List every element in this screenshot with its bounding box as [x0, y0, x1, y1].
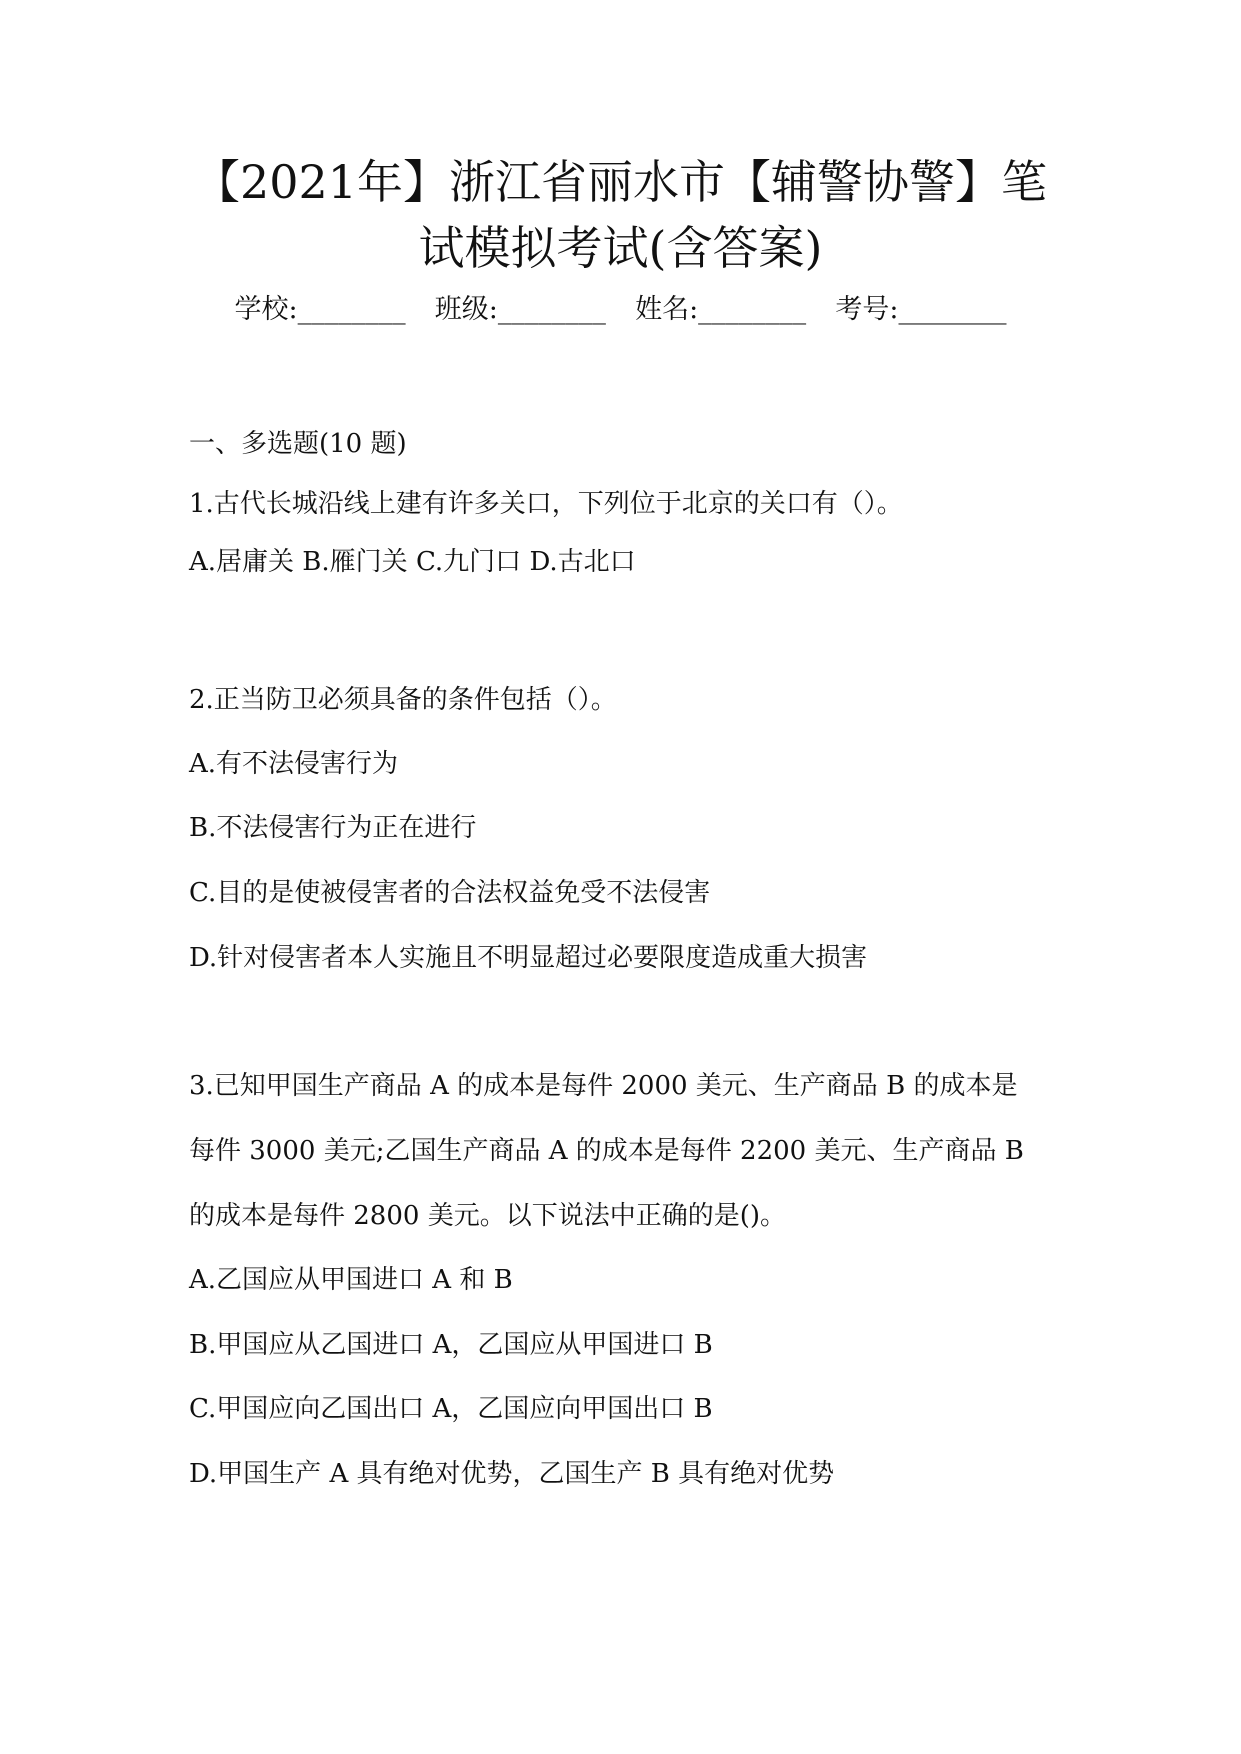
- name-field: 姓名:________: [635, 294, 807, 325]
- question-3-option-c: C.甲国应向乙国出口 A，乙国应向甲国出口 B: [189, 1394, 713, 1424]
- question-3-stem-line-2: 每件 3000 美元;乙国生产商品 A 的成本是每件 2200 美元、生产商品 B: [189, 1136, 1024, 1166]
- student-info-row: [0, 290, 1241, 330]
- question-3-option-a: A.乙国应从甲国进口 A 和 B: [189, 1265, 513, 1295]
- question-3-option-b: B.甲国应从乙国进口 A，乙国应从甲国进口 B: [189, 1330, 713, 1360]
- page-title-line-1: 【2021年】浙江省丽水市【辅警协警】笔: [193, 155, 1048, 209]
- question-2-option-b: B.不法侵害行为正在进行: [189, 813, 477, 843]
- school-field: 学校:________: [234, 294, 406, 325]
- question-1-stem: 1.古代长城沿线上建有许多关口，下列位于北京的关口有（）。: [189, 489, 903, 519]
- page-title-line-2: 试模拟考试(含答案): [418, 221, 823, 275]
- question-3-stem-line-3: 的成本是每件 2800 美元。以下说法中正确的是()。: [189, 1201, 786, 1231]
- question-3-option-d: D.甲国生产 A 具有绝对优势，乙国生产 B 具有绝对优势: [189, 1459, 835, 1489]
- question-2-stem: 2.正当防卫必须具备的条件包括（）。: [189, 685, 617, 715]
- section-heading: 一、多选题(10 题): [189, 429, 407, 459]
- question-2-option-a: A.有不法侵害行为: [189, 749, 399, 779]
- question-2-option-d: D.针对侵害者本人实施且不明显超过必要限度造成重大损害: [189, 943, 868, 973]
- question-3-stem-line-1: 3.已知甲国生产商品 A 的成本是每件 2000 美元、生产商品 B 的成本是: [189, 1071, 1018, 1101]
- question-1-options: A.居庸关 B.雁门关 C.九门口 D.古北口: [189, 547, 636, 577]
- exam-number-field: 考号:________: [835, 294, 1007, 325]
- question-2-option-c: C.目的是使被侵害者的合法权益免受不法侵害: [189, 878, 711, 908]
- class-field: 班级:________: [434, 294, 606, 325]
